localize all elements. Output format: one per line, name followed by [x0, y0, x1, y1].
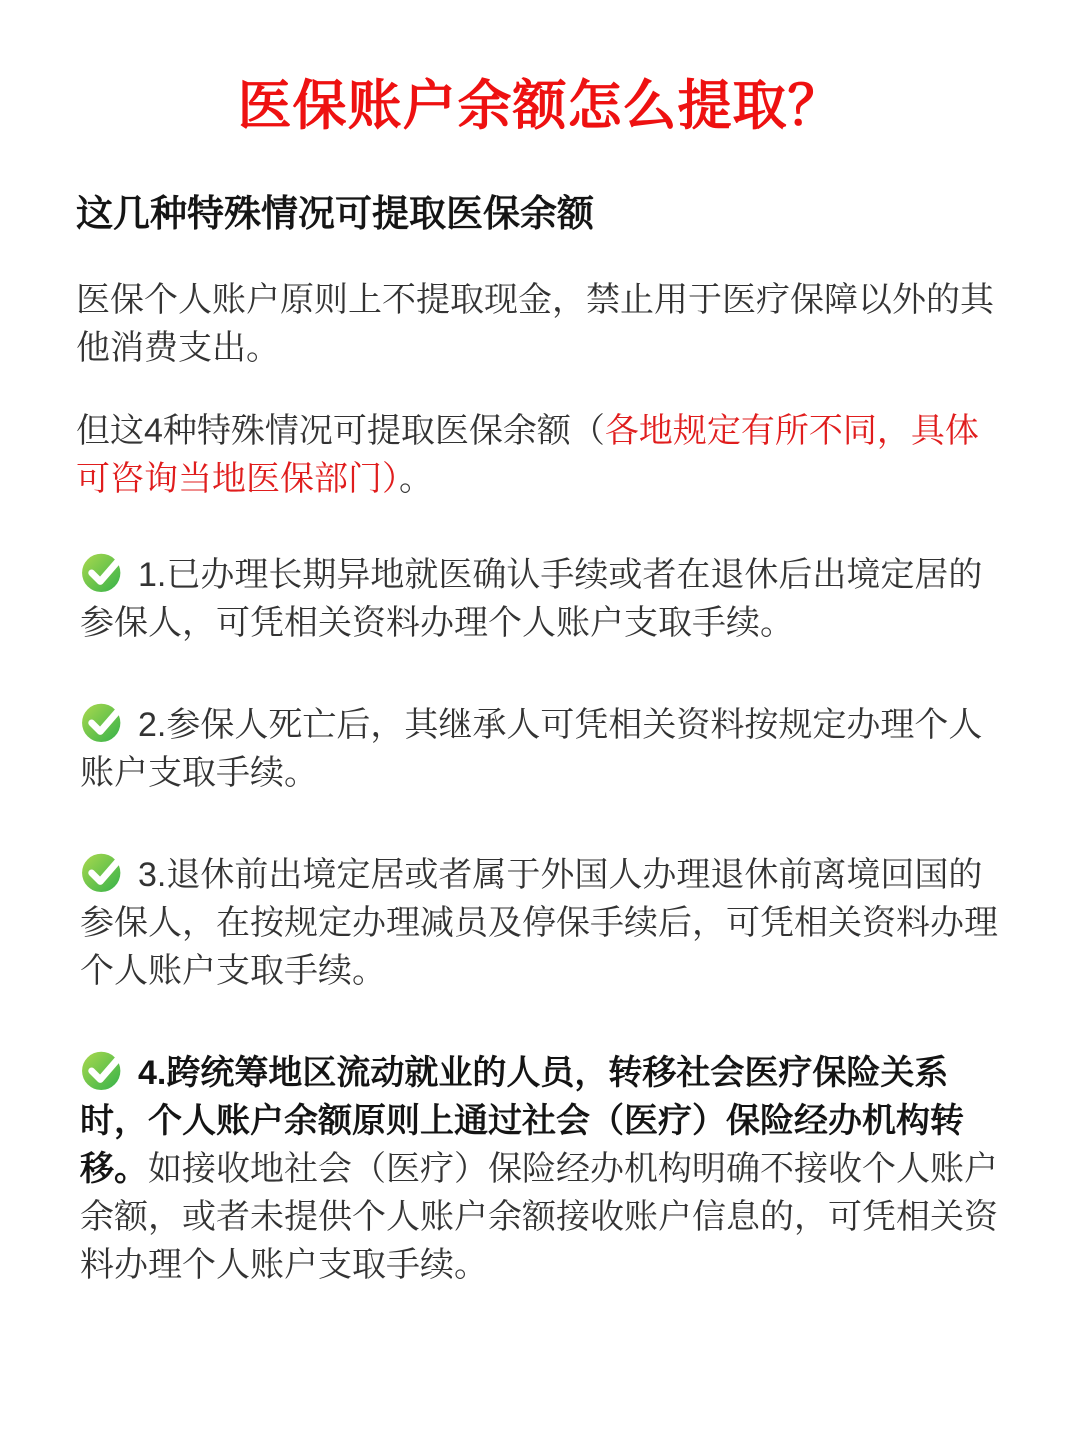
- check-circle-icon: [80, 697, 132, 743]
- text-segment: 各地规定有所不同，具体可咨询当地医保部门）: [76, 412, 979, 498]
- list-item: [80, 847, 1004, 995]
- text-segment: 2.参保人死亡后，其继承人可凭相关资料按规定办理个人账户支取手续。: [80, 706, 983, 792]
- list-item-text: [80, 856, 998, 990]
- intro-paragraph: 医保个人账户原则上不提取现金，禁止用于医疗保障以外的其他消费支出。: [76, 281, 994, 367]
- list-item-text: [80, 556, 982, 642]
- list-item-text: [80, 706, 982, 792]
- text-segment: 。: [399, 460, 433, 498]
- conditions-paragraph: [76, 407, 1004, 503]
- check-circle-icon: [80, 847, 132, 893]
- list-item: [80, 1045, 1004, 1289]
- list-item-text: [80, 1054, 998, 1284]
- text-segment: 1.已办理长期异地就医确认手续或者在退休后出境定居的参保人，可凭相关资料办理个人账户支取手续。: [80, 556, 983, 642]
- subtitle: 这几种特殊情况可提取医保余额: [76, 193, 594, 234]
- page-title: 医保账户余额怎么提取？: [237, 76, 843, 136]
- text-segment: 4.跨统筹地区流动就业的人员，转移社会医疗保险关系时，个人账户余额原则上通过社会（医疗）保险经办机构转移。: [80, 1054, 964, 1188]
- list-item: [80, 697, 1004, 797]
- check-circle-icon: [80, 1045, 132, 1091]
- list-item: [80, 547, 1004, 647]
- text-segment: 如接收地社会（医疗）保险经办机构明确不接收个人账户余额，或者未提供个人账户余额接收账户信息的，可凭相关资料办理个人账户支取手续。: [80, 1150, 998, 1284]
- check-circle-icon: [80, 547, 132, 593]
- conditions-list: [76, 547, 1004, 1289]
- text-segment: 3.退休前出境定居或者属于外国人办理退休前离境回国的参保人，在按规定办理减员及停保手续后，可凭相关资料办理个人账户支取手续。: [80, 856, 998, 990]
- text-segment: 但这4种特殊情况可提取医保余额（: [76, 412, 605, 450]
